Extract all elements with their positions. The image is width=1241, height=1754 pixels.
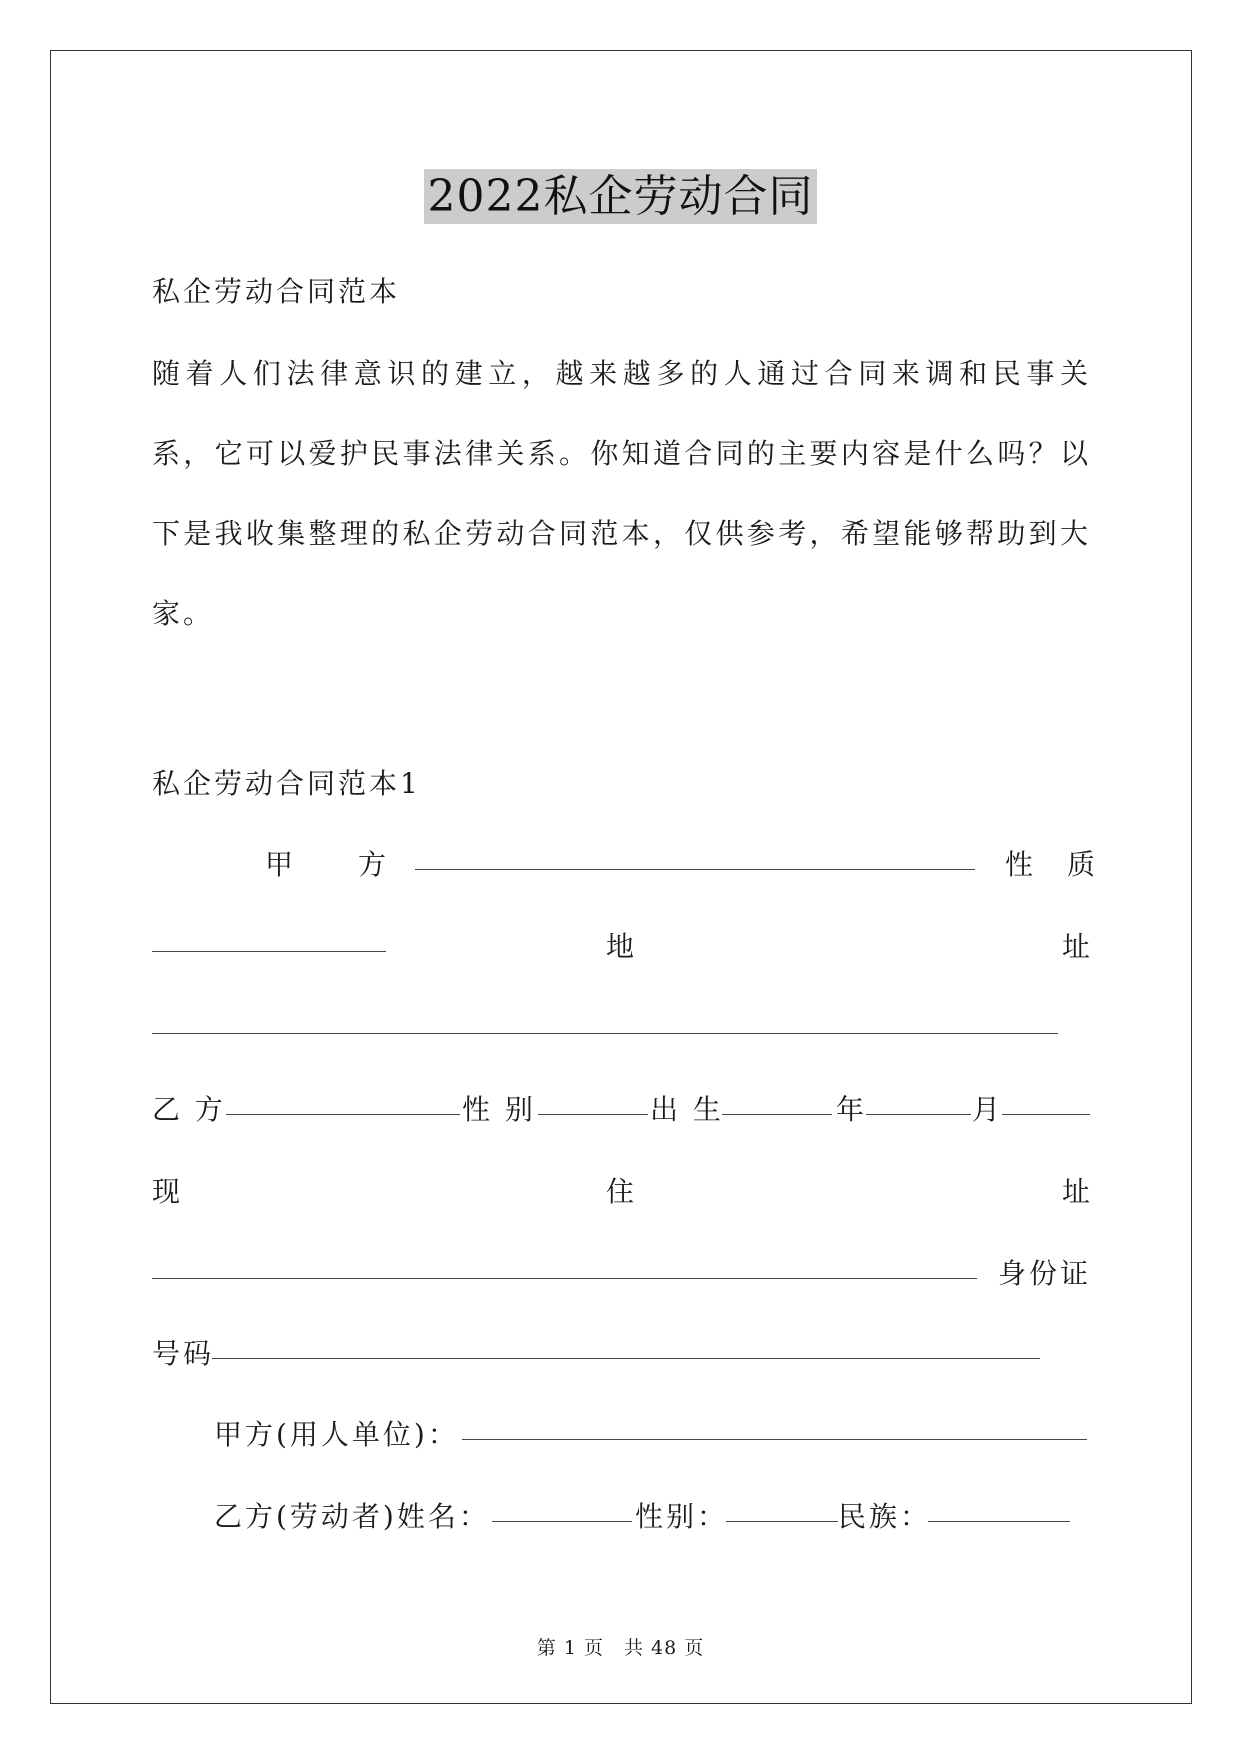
current-address-label-1: 现 bbox=[152, 1175, 184, 1208]
worker-name-line[interactable] bbox=[492, 1521, 632, 1522]
nature-label: 性 质 bbox=[1005, 848, 1099, 881]
page-footer: 第 1 页 共 48 页 bbox=[536, 1637, 705, 1659]
party-b-line[interactable] bbox=[226, 1114, 460, 1115]
current-address-label-3: 址 bbox=[1062, 1175, 1094, 1208]
document-title-block bbox=[0, 160, 1241, 224]
year-line[interactable] bbox=[866, 1114, 971, 1115]
current-address-line[interactable] bbox=[152, 1278, 977, 1279]
address-a-label-2: 址 bbox=[1062, 930, 1094, 963]
document-title: 2022私企劳动合同 bbox=[424, 169, 818, 224]
intro-line-2: 系，它可以爱护民事法律关系。你知道合同的主要内容是什么吗？以 bbox=[152, 437, 1090, 470]
id-number-label: 号码 bbox=[152, 1337, 215, 1370]
gender-line[interactable] bbox=[538, 1114, 648, 1115]
year-label: 年 bbox=[836, 1093, 868, 1126]
month-label: 月 bbox=[972, 1093, 1004, 1126]
worker-gender-line[interactable] bbox=[726, 1521, 838, 1522]
party-a-line[interactable] bbox=[415, 869, 975, 870]
month-line[interactable] bbox=[1002, 1114, 1090, 1115]
worker-ethnicity-line[interactable] bbox=[928, 1521, 1070, 1522]
current-address-label-2: 住 bbox=[606, 1175, 638, 1208]
address-a-line[interactable] bbox=[152, 1033, 1058, 1034]
worker-gender-label: 性别： bbox=[635, 1500, 729, 1533]
intro-line-1: 随着人们法律意识的建立，越来越多的人通过合同来调和民事关 bbox=[152, 357, 1090, 390]
party-a-label: 甲 方 bbox=[265, 848, 390, 881]
id-card-label: 身份证 bbox=[998, 1257, 1092, 1290]
nature-line[interactable] bbox=[152, 951, 386, 952]
heading: 私企劳动合同范本 bbox=[152, 275, 401, 308]
intro-line-3: 下是我收集整理的私企劳动合同范本，仅供参考，希望能够帮助到大 bbox=[152, 517, 1090, 550]
section-heading: 私企劳动合同范本1 bbox=[152, 767, 421, 800]
employer-line[interactable] bbox=[462, 1439, 1087, 1440]
id-number-line[interactable] bbox=[212, 1358, 1040, 1359]
birth-line[interactable] bbox=[722, 1114, 832, 1115]
party-b-label: 乙 方 bbox=[152, 1093, 226, 1126]
employer-label: 甲方(用人单位)： bbox=[214, 1418, 459, 1451]
birth-label: 出 生 bbox=[650, 1093, 724, 1126]
address-a-label-1: 地 bbox=[606, 930, 638, 963]
worker-name-label: 乙方(劳动者)姓名： bbox=[214, 1500, 490, 1533]
worker-ethnicity-label: 民族： bbox=[838, 1500, 932, 1533]
intro-line-4: 家。 bbox=[152, 597, 215, 630]
gender-label: 性 别 bbox=[462, 1093, 536, 1126]
